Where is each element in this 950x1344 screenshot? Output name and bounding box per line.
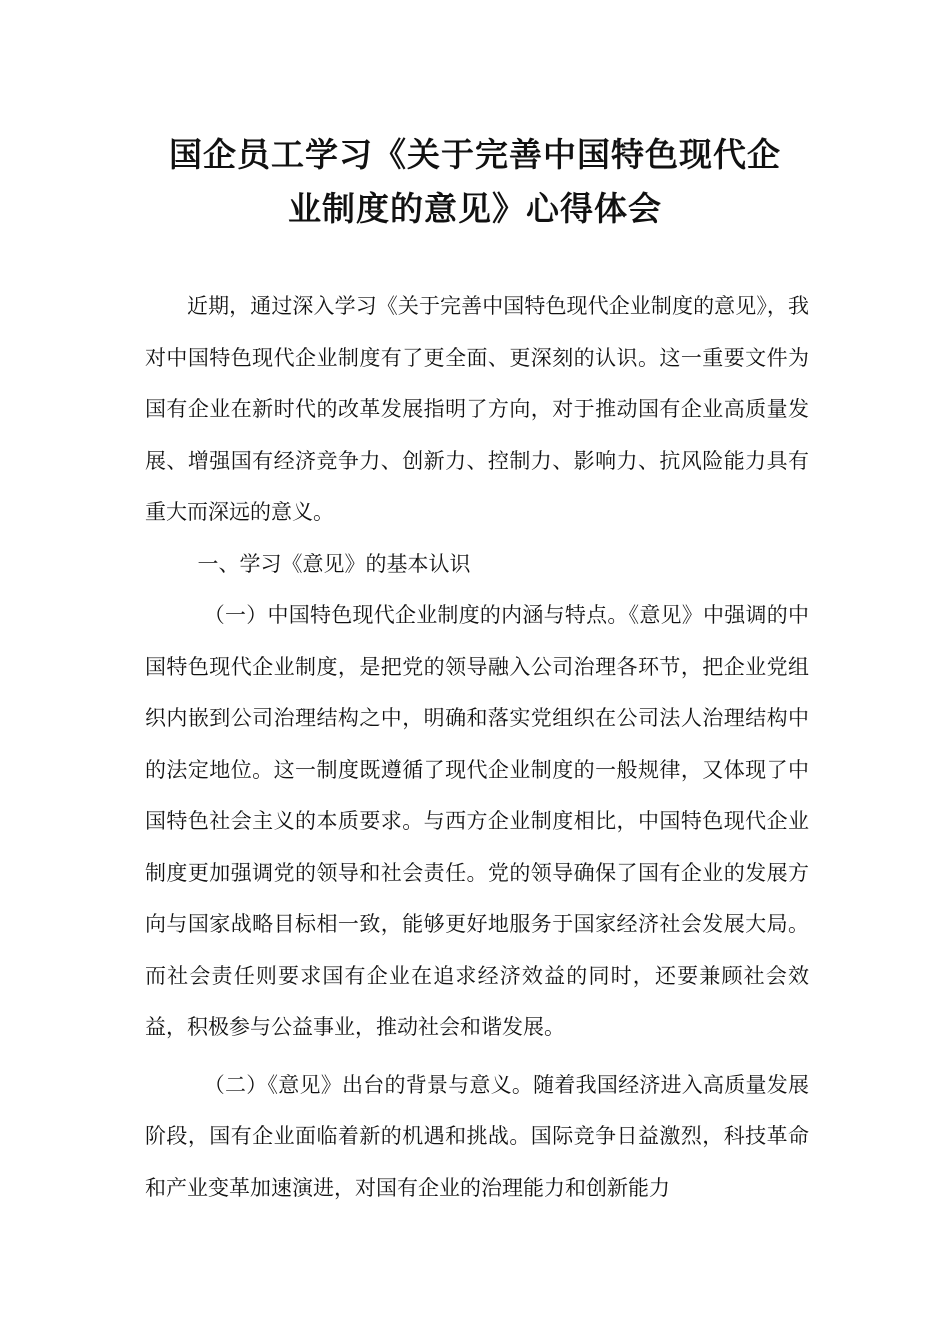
section-heading-1: 一、学习《意见》的基本认识: [197, 551, 471, 576]
intro-paragraph: 近期，通过深入学习《关于完善中国特色现代企业制度的意见》，我对中国特色现代企业制度有了更全面、更深刻的认识。这一重要文件为国有企业在新时代的改革发展指明了方向，对于推动国有企业高质量发展、增强国有经济竞争力、创新力、控制力、影响力、抗风险能力具有重大而深远的意义。: [145, 294, 809, 524]
title-line-1: 国企员工学习《关于完善中国特色现代企: [169, 135, 781, 174]
title-line-2: 业制度的意见》心得体会: [288, 189, 662, 228]
subsection-paragraph-1: （一）中国特色现代企业制度的内涵与特点。《意见》中强调的中国特色现代企业制度，是把党的领导融入公司治理各环节，把企业党组织内嵌到公司治理结构之中，明确和落实党组织在公司法人治理结构中的法定地位。这一制度既遵循了现代企业制度的一般规律，又体现了中国特色社会主义的本质要求。与西方企业制度相比，中国特色现代企业制度更加强调党的领导和社会责任。党的领导确保了国有企业的发展方向与国家战略目标相一致，能够更好地服务于国家经济社会发展大局。而社会责任则要求国有企业在追求经济效益的同时，还要兼顾社会效益，积极参与公益事业，推动社会和谐发展。: [145, 603, 809, 1039]
document-title: [145, 128, 805, 236]
document-body: [145, 281, 809, 1214]
subsection-paragraph-2: （二）《意见》出台的背景与意义。随着我国经济进入高质量发展阶段，国有企业面临着新的机遇和挑战。国际竞争日益激烈，科技革命和产业变革加速演进，对国有企业的治理能力和创新能力: [145, 1072, 809, 1200]
